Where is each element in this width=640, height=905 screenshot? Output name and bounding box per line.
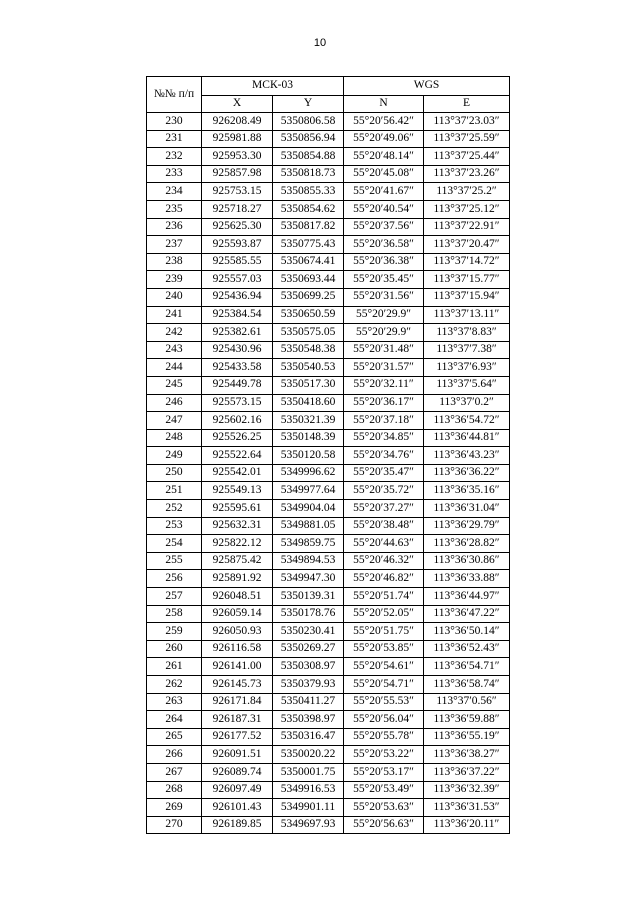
- cell-e: 113°36′30.86″: [424, 552, 510, 570]
- table-row: [147, 517, 510, 535]
- cell-n: 55°20′51.74″: [344, 588, 424, 606]
- cell-n: 55°20′31.57″: [344, 359, 424, 377]
- cell-number: 257: [147, 588, 202, 606]
- cell-number: 264: [147, 711, 202, 729]
- cell-n: 55°20′34.76″: [344, 447, 424, 465]
- table-row: [147, 253, 510, 271]
- cell-x: 925981.88: [202, 130, 273, 148]
- cell-y: 5350855.33: [273, 183, 344, 201]
- cell-e: 113°36′20.11″: [424, 816, 510, 834]
- cell-number: 262: [147, 676, 202, 694]
- cell-n: 55°20′55.53″: [344, 693, 424, 711]
- cell-e: 113°36′44.81″: [424, 429, 510, 447]
- cell-x: 926171.84: [202, 693, 273, 711]
- cell-e: 113°37′22.91″: [424, 218, 510, 236]
- cell-y: 5349977.64: [273, 482, 344, 500]
- cell-y: 5350139.31: [273, 588, 344, 606]
- cell-x: 925542.01: [202, 464, 273, 482]
- cell-x: 925593.87: [202, 236, 273, 254]
- table-row: [147, 728, 510, 746]
- cell-x: 925625.30: [202, 218, 273, 236]
- cell-n: 55°20′55.78″: [344, 728, 424, 746]
- cell-y: 5350854.62: [273, 200, 344, 218]
- coordinates-table: [146, 76, 510, 834]
- table-row: [147, 236, 510, 254]
- cell-y: 5350856.94: [273, 130, 344, 148]
- cell-n: 55°20′37.27″: [344, 500, 424, 518]
- cell-x: 925753.15: [202, 183, 273, 201]
- cell-n: 55°20′31.56″: [344, 288, 424, 306]
- cell-x: 925549.13: [202, 482, 273, 500]
- cell-x: 925857.98: [202, 165, 273, 183]
- cell-x: 926048.51: [202, 588, 273, 606]
- cell-number: 250: [147, 464, 202, 482]
- cell-x: 926101.43: [202, 799, 273, 817]
- cell-number: 269: [147, 799, 202, 817]
- cell-e: 113°36′31.04″: [424, 500, 510, 518]
- cell-number: 236: [147, 218, 202, 236]
- header-msk: МСК-03: [202, 77, 344, 96]
- cell-y: 5350775.43: [273, 236, 344, 254]
- cell-y: 5350548.38: [273, 341, 344, 359]
- table-row: [147, 165, 510, 183]
- table-row: [147, 799, 510, 817]
- table-row: [147, 746, 510, 764]
- cell-x: 925557.03: [202, 271, 273, 289]
- table-row: [147, 781, 510, 799]
- cell-n: 55°20′46.32″: [344, 552, 424, 570]
- cell-y: 5349901.11: [273, 799, 344, 817]
- cell-e: 113°36′52.43″: [424, 640, 510, 658]
- cell-x: 926091.51: [202, 746, 273, 764]
- cell-y: 5349916.53: [273, 781, 344, 799]
- table-row: [147, 113, 510, 131]
- cell-n: 55°20′38.48″: [344, 517, 424, 535]
- table-body: [147, 113, 510, 834]
- cell-n: 55°20′36.58″: [344, 236, 424, 254]
- cell-number: 245: [147, 376, 202, 394]
- table-row: [147, 200, 510, 218]
- cell-x: 926177.52: [202, 728, 273, 746]
- cell-number: 249: [147, 447, 202, 465]
- cell-number: 232: [147, 148, 202, 166]
- cell-y: 5349894.53: [273, 552, 344, 570]
- cell-y: 5350411.27: [273, 693, 344, 711]
- cell-n: 55°20′53.85″: [344, 640, 424, 658]
- cell-y: 5350818.73: [273, 165, 344, 183]
- cell-n: 55°20′48.14″: [344, 148, 424, 166]
- cell-e: 113°36′54.72″: [424, 412, 510, 430]
- cell-e: 113°36′59.88″: [424, 711, 510, 729]
- cell-y: 5350575.05: [273, 324, 344, 342]
- cell-n: 55°20′56.42″: [344, 113, 424, 131]
- cell-x: 926145.73: [202, 676, 273, 694]
- cell-y: 5350308.97: [273, 658, 344, 676]
- cell-e: 113°36′50.14″: [424, 623, 510, 641]
- cell-e: 113°36′35.16″: [424, 482, 510, 500]
- cell-e: 113°37′7.38″: [424, 341, 510, 359]
- cell-x: 926187.31: [202, 711, 273, 729]
- cell-e: 113°37′0.56″: [424, 693, 510, 711]
- table-row: [147, 341, 510, 359]
- cell-x: 926097.49: [202, 781, 273, 799]
- cell-y: 5350699.25: [273, 288, 344, 306]
- cell-n: 55°20′37.56″: [344, 218, 424, 236]
- cell-number: 270: [147, 816, 202, 834]
- cell-y: 5349904.04: [273, 500, 344, 518]
- cell-n: 55°20′29.9″: [344, 306, 424, 324]
- cell-n: 55°20′54.61″: [344, 658, 424, 676]
- cell-x: 925384.54: [202, 306, 273, 324]
- cell-e: 113°36′37.22″: [424, 763, 510, 781]
- cell-e: 113°37′0.2″: [424, 394, 510, 412]
- cell-e: 113°37′15.77″: [424, 271, 510, 289]
- cell-y: 5350418.60: [273, 394, 344, 412]
- cell-x: 925595.61: [202, 500, 273, 518]
- table-row: [147, 412, 510, 430]
- cell-number: 259: [147, 623, 202, 641]
- cell-number: 246: [147, 394, 202, 412]
- cell-n: 55°20′31.48″: [344, 341, 424, 359]
- header-wgs: WGS: [344, 77, 510, 96]
- header-e: E: [424, 96, 510, 113]
- cell-x: 925891.92: [202, 570, 273, 588]
- cell-n: 55°20′35.45″: [344, 271, 424, 289]
- cell-x: 926089.74: [202, 763, 273, 781]
- cell-x: 925449.78: [202, 376, 273, 394]
- cell-n: 55°20′53.63″: [344, 799, 424, 817]
- cell-number: 248: [147, 429, 202, 447]
- cell-n: 55°20′35.72″: [344, 482, 424, 500]
- cell-number: 230: [147, 113, 202, 131]
- cell-e: 113°36′29.79″: [424, 517, 510, 535]
- table-row: [147, 429, 510, 447]
- cell-n: 55°20′34.85″: [344, 429, 424, 447]
- cell-n: 55°20′53.22″: [344, 746, 424, 764]
- cell-x: 925436.94: [202, 288, 273, 306]
- cell-x: 926141.00: [202, 658, 273, 676]
- cell-e: 113°37′13.11″: [424, 306, 510, 324]
- cell-number: 265: [147, 728, 202, 746]
- cell-x: 925573.15: [202, 394, 273, 412]
- cell-n: 55°20′56.04″: [344, 711, 424, 729]
- cell-x: 926050.93: [202, 623, 273, 641]
- table-row: [147, 394, 510, 412]
- cell-e: 113°36′38.27″: [424, 746, 510, 764]
- table-row: [147, 482, 510, 500]
- cell-e: 113°37′20.47″: [424, 236, 510, 254]
- table-row: [147, 130, 510, 148]
- cell-e: 113°36′31.53″: [424, 799, 510, 817]
- cell-y: 5350650.59: [273, 306, 344, 324]
- cell-number: 242: [147, 324, 202, 342]
- cell-number: 260: [147, 640, 202, 658]
- cell-e: 113°36′36.22″: [424, 464, 510, 482]
- table-row: [147, 640, 510, 658]
- cell-y: 5350316.47: [273, 728, 344, 746]
- cell-e: 113°37′23.03″: [424, 113, 510, 131]
- cell-e: 113°36′32.39″: [424, 781, 510, 799]
- header-number: №№ п/п: [147, 77, 202, 113]
- header-n: N: [344, 96, 424, 113]
- cell-n: 55°20′29.9″: [344, 324, 424, 342]
- cell-y: 5350001.75: [273, 763, 344, 781]
- table-row: [147, 623, 510, 641]
- cell-y: 5349947.30: [273, 570, 344, 588]
- cell-y: 5350817.82: [273, 218, 344, 236]
- cell-number: 233: [147, 165, 202, 183]
- cell-number: 247: [147, 412, 202, 430]
- cell-number: 266: [147, 746, 202, 764]
- cell-y: 5350020.22: [273, 746, 344, 764]
- table-row: [147, 816, 510, 834]
- cell-x: 926189.85: [202, 816, 273, 834]
- cell-n: 55°20′32.11″: [344, 376, 424, 394]
- table-row: [147, 183, 510, 201]
- cell-x: 925718.27: [202, 200, 273, 218]
- cell-number: 261: [147, 658, 202, 676]
- cell-number: 252: [147, 500, 202, 518]
- cell-e: 113°37′14.72″: [424, 253, 510, 271]
- cell-n: 55°20′56.63″: [344, 816, 424, 834]
- table-row: [147, 324, 510, 342]
- cell-number: 231: [147, 130, 202, 148]
- table-row: [147, 376, 510, 394]
- cell-number: 258: [147, 605, 202, 623]
- cell-y: 5350178.76: [273, 605, 344, 623]
- cell-number: 234: [147, 183, 202, 201]
- cell-number: 244: [147, 359, 202, 377]
- cell-e: 113°37′25.2″: [424, 183, 510, 201]
- table-row: [147, 148, 510, 166]
- cell-e: 113°36′47.22″: [424, 605, 510, 623]
- cell-y: 5349859.75: [273, 535, 344, 553]
- header-x: X: [202, 96, 273, 113]
- table-row: [147, 570, 510, 588]
- cell-n: 55°20′40.54″: [344, 200, 424, 218]
- table-row: [147, 711, 510, 729]
- cell-e: 113°36′33.88″: [424, 570, 510, 588]
- cell-y: 5349697.93: [273, 816, 344, 834]
- cell-e: 113°36′43.23″: [424, 447, 510, 465]
- cell-number: 243: [147, 341, 202, 359]
- cell-x: 925430.96: [202, 341, 273, 359]
- cell-x: 926208.49: [202, 113, 273, 131]
- table-row: [147, 218, 510, 236]
- cell-y: 5350540.53: [273, 359, 344, 377]
- cell-x: 925953.30: [202, 148, 273, 166]
- table-row: [147, 676, 510, 694]
- cell-y: 5350517.30: [273, 376, 344, 394]
- cell-n: 55°20′46.82″: [344, 570, 424, 588]
- cell-y: 5350854.88: [273, 148, 344, 166]
- cell-n: 55°20′41.67″: [344, 183, 424, 201]
- cell-y: 5350806.58: [273, 113, 344, 131]
- cell-n: 55°20′35.47″: [344, 464, 424, 482]
- table-row: [147, 658, 510, 676]
- cell-x: 925875.42: [202, 552, 273, 570]
- cell-e: 113°37′6.93″: [424, 359, 510, 377]
- table-row: [147, 588, 510, 606]
- table-row: [147, 763, 510, 781]
- cell-e: 113°37′25.12″: [424, 200, 510, 218]
- cell-n: 55°20′49.06″: [344, 130, 424, 148]
- cell-y: 5350321.39: [273, 412, 344, 430]
- cell-y: 5349881.05: [273, 517, 344, 535]
- cell-number: 240: [147, 288, 202, 306]
- cell-y: 5350269.27: [273, 640, 344, 658]
- cell-n: 55°20′54.71″: [344, 676, 424, 694]
- cell-number: 268: [147, 781, 202, 799]
- cell-number: 267: [147, 763, 202, 781]
- cell-y: 5350120.58: [273, 447, 344, 465]
- cell-x: 925526.25: [202, 429, 273, 447]
- cell-e: 113°37′25.44″: [424, 148, 510, 166]
- cell-n: 55°20′53.49″: [344, 781, 424, 799]
- cell-y: 5350148.39: [273, 429, 344, 447]
- cell-x: 925522.64: [202, 447, 273, 465]
- header-y: Y: [273, 96, 344, 113]
- cell-x: 925433.58: [202, 359, 273, 377]
- cell-n: 55°20′36.17″: [344, 394, 424, 412]
- table-row: [147, 464, 510, 482]
- cell-x: 926116.58: [202, 640, 273, 658]
- cell-y: 5350230.41: [273, 623, 344, 641]
- cell-number: 239: [147, 271, 202, 289]
- table-row: [147, 271, 510, 289]
- cell-e: 113°37′5.64″: [424, 376, 510, 394]
- cell-number: 263: [147, 693, 202, 711]
- table-row: [147, 288, 510, 306]
- table-row: [147, 447, 510, 465]
- cell-y: 5350674.41: [273, 253, 344, 271]
- cell-e: 113°37′15.94″: [424, 288, 510, 306]
- cell-e: 113°36′55.19″: [424, 728, 510, 746]
- cell-y: 5350379.93: [273, 676, 344, 694]
- table-row: [147, 535, 510, 553]
- table-row: [147, 552, 510, 570]
- cell-n: 55°20′51.75″: [344, 623, 424, 641]
- cell-x: 925602.16: [202, 412, 273, 430]
- cell-number: 235: [147, 200, 202, 218]
- cell-number: 256: [147, 570, 202, 588]
- cell-n: 55°20′37.18″: [344, 412, 424, 430]
- cell-number: 241: [147, 306, 202, 324]
- cell-n: 55°20′45.08″: [344, 165, 424, 183]
- cell-e: 113°37′25.59″: [424, 130, 510, 148]
- cell-e: 113°37′23.26″: [424, 165, 510, 183]
- cell-e: 113°36′44.97″: [424, 588, 510, 606]
- cell-n: 55°20′44.63″: [344, 535, 424, 553]
- table-row: [147, 306, 510, 324]
- cell-n: 55°20′36.38″: [344, 253, 424, 271]
- cell-x: 926059.14: [202, 605, 273, 623]
- table-row: [147, 605, 510, 623]
- cell-x: 925632.31: [202, 517, 273, 535]
- cell-number: 253: [147, 517, 202, 535]
- cell-n: 55°20′52.05″: [344, 605, 424, 623]
- cell-y: 5350693.44: [273, 271, 344, 289]
- cell-number: 238: [147, 253, 202, 271]
- cell-e: 113°37′8.83″: [424, 324, 510, 342]
- cell-n: 55°20′53.17″: [344, 763, 424, 781]
- cell-x: 925382.61: [202, 324, 273, 342]
- page-number: 10: [313, 37, 327, 49]
- cell-x: 925822.12: [202, 535, 273, 553]
- cell-e: 113°36′54.71″: [424, 658, 510, 676]
- cell-number: 255: [147, 552, 202, 570]
- table-row: [147, 359, 510, 377]
- cell-number: 254: [147, 535, 202, 553]
- cell-e: 113°36′58.74″: [424, 676, 510, 694]
- cell-number: 251: [147, 482, 202, 500]
- cell-x: 925585.55: [202, 253, 273, 271]
- cell-y: 5350398.97: [273, 711, 344, 729]
- table-row: [147, 693, 510, 711]
- table-row: [147, 500, 510, 518]
- cell-y: 5349996.62: [273, 464, 344, 482]
- cell-number: 237: [147, 236, 202, 254]
- cell-e: 113°36′28.82″: [424, 535, 510, 553]
